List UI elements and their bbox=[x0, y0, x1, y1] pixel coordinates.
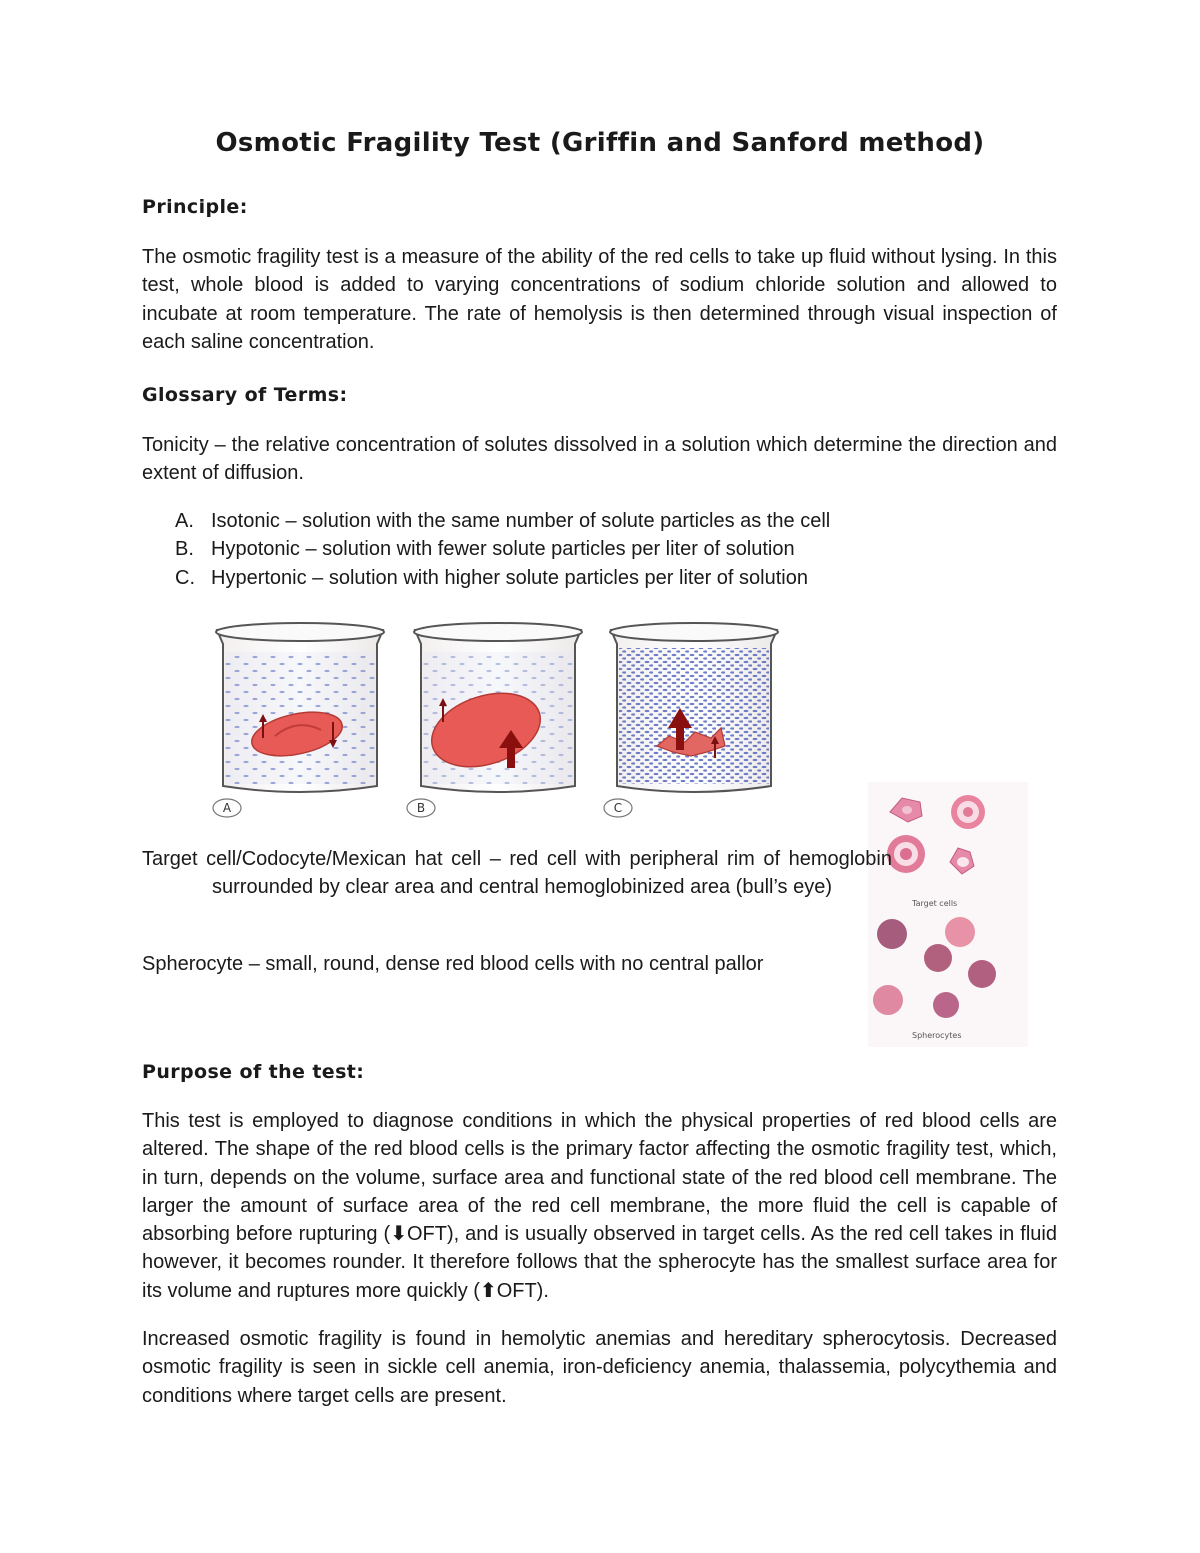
list-item: B. Hypotonic – solution with fewer solute particles per liter of solution bbox=[175, 538, 795, 561]
figure-label-c: C bbox=[613, 801, 623, 815]
figure-label-a: A bbox=[222, 801, 232, 815]
purpose-paragraph-1: This test is employed to diagnose conditions in which the physical properties of red blood cells are altered. The shape of the red blood cells is the primary factor affecting the osmotic fragility test, which, in turn, depends on the volume, surface area and functional state of the red blood cell membrane. The larger the amount of surface area of the red cell membrane, the more fluid the cell is capable of absorbing before rupturing (⬇OFT), and is usually observed in target cells. As the red cell takes in fluid however, it becomes rounder. It therefore follows that the spherocyte has the smallest surface area for its volume and ruptures more quickly (⬆OFT). bbox=[142, 1107, 1057, 1305]
principle-paragraph: The osmotic fragility test is a measure of the ability of the red cells to take up fluid without lysing. In this test, whole blood is added to varying concentrations of sodium chloride solution and allowed to incubate at room temperature. The rate of hemolysis is then determined through visual inspection of each saline concentration. bbox=[142, 246, 1057, 353]
principle-heading: Principle: bbox=[142, 196, 248, 218]
glossary-heading: Glossary of Terms: bbox=[142, 384, 348, 406]
beaker-b bbox=[414, 623, 582, 792]
target-spherocyte-illustration bbox=[868, 782, 1028, 1047]
beaker-c bbox=[610, 623, 778, 792]
beaker-a bbox=[216, 623, 384, 792]
purpose-heading: Purpose of the test: bbox=[142, 1061, 365, 1083]
tonicity-definition: Tonicity – the relative concentration of solutes dissolved in a solution which determine the direction and extent of diffusion. bbox=[142, 434, 1057, 485]
arrow-down-icon: ⬇ bbox=[390, 1223, 407, 1246]
target-cells-caption: Target cells bbox=[912, 899, 958, 908]
list-item: A. Isotonic – solution with the same number of solute particles as the cell bbox=[175, 510, 831, 532]
arrow-up-icon: ⬆ bbox=[479, 1279, 497, 1302]
spherocyte-definition: Spherocyte – small, round, dense red blood cells with no central pallor bbox=[142, 953, 764, 975]
figure-label-b: B bbox=[416, 801, 426, 815]
tonicity-beakers-illustration bbox=[205, 618, 795, 823]
purpose-paragraph-2: Increased osmotic fragility is found in hemolytic anemias and hereditary spherocytosis. Decreased osmotic fragility is seen in sickle cell anemia, iron-deficiency anemia, thalassemia, polycythemia and conditions where target cells are present. bbox=[142, 1328, 1057, 1407]
document-title: Osmotic Fragility Test (Griffin and Sanford method) bbox=[215, 128, 985, 158]
list-item: C. Hypertonic – solution with higher solute particles per liter of solution bbox=[175, 566, 808, 589]
target-cell-definition: Target cell/Codocyte/Mexican hat cell – red cell with peripheral rim of hemoglobin surrounded by clear area and central hemoglobinized area (bull’s eye) bbox=[142, 848, 892, 899]
spherocytes-caption: Spherocytes bbox=[912, 1031, 962, 1040]
tonicity-list bbox=[175, 507, 830, 592]
